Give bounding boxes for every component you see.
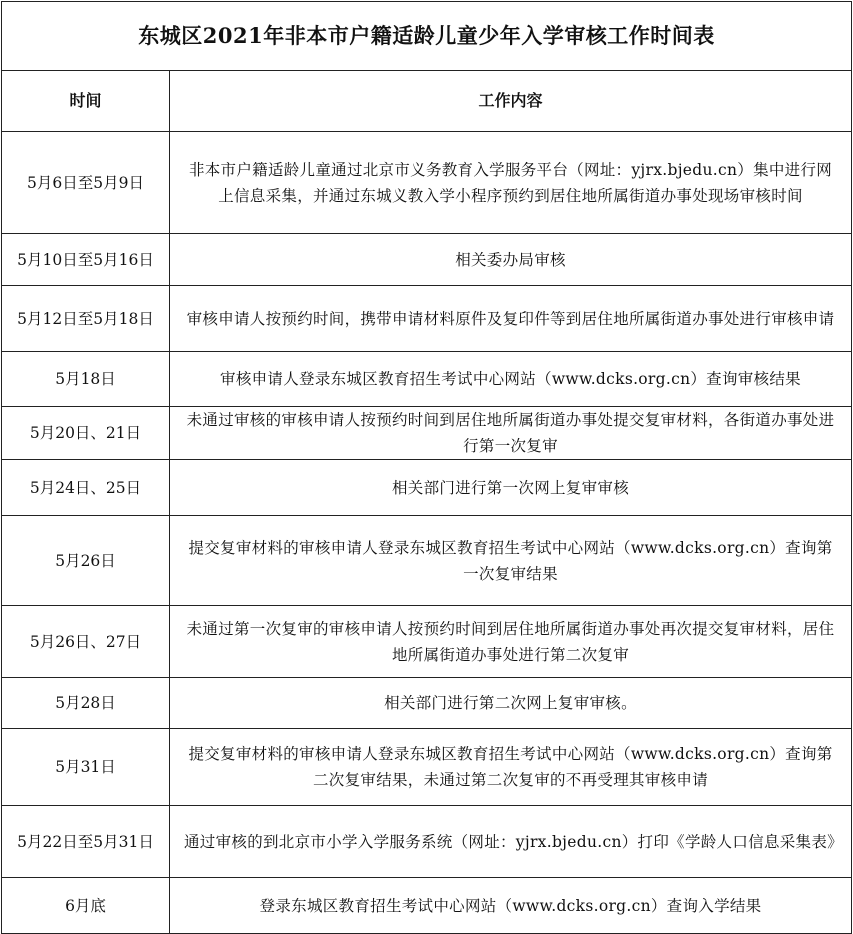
table-row <box>2 729 852 806</box>
time-column-header: 时间 <box>2 71 170 132</box>
content-cell: 未通过第一次复审的审核申请人按预约时间到居住地所属街道办事处再次提交复审材料，居住地所属街道办事处进行第二次复审 <box>170 606 852 678</box>
content-cell: 相关部门进行第二次网上复审审核。 <box>170 678 852 729</box>
table-row <box>2 606 852 678</box>
header-row <box>2 71 852 132</box>
content-cell: 提交复审材料的审核申请人登录东城区教育招生考试中心网站（www.dcks.org.cn）查询第二次复审结果，未通过第二次复审的不再受理其审核申请 <box>170 729 852 806</box>
table-row <box>2 678 852 729</box>
table-row <box>2 878 852 934</box>
table-row <box>2 806 852 878</box>
time-cell: 5月6日至5月9日 <box>2 132 170 234</box>
content-cell: 审核申请人登录东城区教育招生考试中心网站（www.dcks.org.cn）查询审核结果 <box>170 352 852 407</box>
content-cell: 审核申请人按预约时间，携带申请材料原件及复印件等到居住地所属街道办事处进行审核申请 <box>170 286 852 352</box>
table-row <box>2 460 852 516</box>
table-row <box>2 352 852 407</box>
schedule-table <box>1 1 852 934</box>
content-cell: 未通过审核的审核申请人按预约时间到居住地所属街道办事处提交复审材料，各街道办事处进行第一次复审 <box>170 407 852 460</box>
content-cell: 登录东城区教育招生考试中心网站（www.dcks.org.cn）查询入学结果 <box>170 878 852 934</box>
table-row <box>2 407 852 460</box>
time-cell: 5月18日 <box>2 352 170 407</box>
title-row <box>2 2 852 71</box>
time-cell: 5月22日至5月31日 <box>2 806 170 878</box>
table-title: 东城区2021年非本市户籍适龄儿童少年入学审核工作时间表 <box>2 2 852 71</box>
time-cell: 5月26日 <box>2 516 170 606</box>
table-row <box>2 516 852 606</box>
content-cell: 相关委办局审核 <box>170 234 852 286</box>
time-cell: 6月底 <box>2 878 170 934</box>
time-cell: 5月24日、25日 <box>2 460 170 516</box>
time-cell: 5月31日 <box>2 729 170 806</box>
table-row <box>2 286 852 352</box>
content-cell: 相关部门进行第一次网上复审审核 <box>170 460 852 516</box>
content-cell: 非本市户籍适龄儿童通过北京市义务教育入学服务平台（网址：yjrx.bjedu.cn）集中进行网上信息采集，并通过东城义教入学小程序预约到居住地所属街道办事处现场审核时间 <box>170 132 852 234</box>
time-cell: 5月12日至5月18日 <box>2 286 170 352</box>
content-cell: 通过审核的到北京市小学入学服务系统（网址：yjrx.bjedu.cn）打印《学龄人口信息采集表》 <box>170 806 852 878</box>
table-row <box>2 234 852 286</box>
time-cell: 5月10日至5月16日 <box>2 234 170 286</box>
time-cell: 5月20日、21日 <box>2 407 170 460</box>
time-cell: 5月26日、27日 <box>2 606 170 678</box>
content-column-header: 工作内容 <box>170 71 852 132</box>
table-row <box>2 132 852 234</box>
time-cell: 5月28日 <box>2 678 170 729</box>
content-cell: 提交复审材料的审核申请人登录东城区教育招生考试中心网站（www.dcks.org.cn）查询第一次复审结果 <box>170 516 852 606</box>
